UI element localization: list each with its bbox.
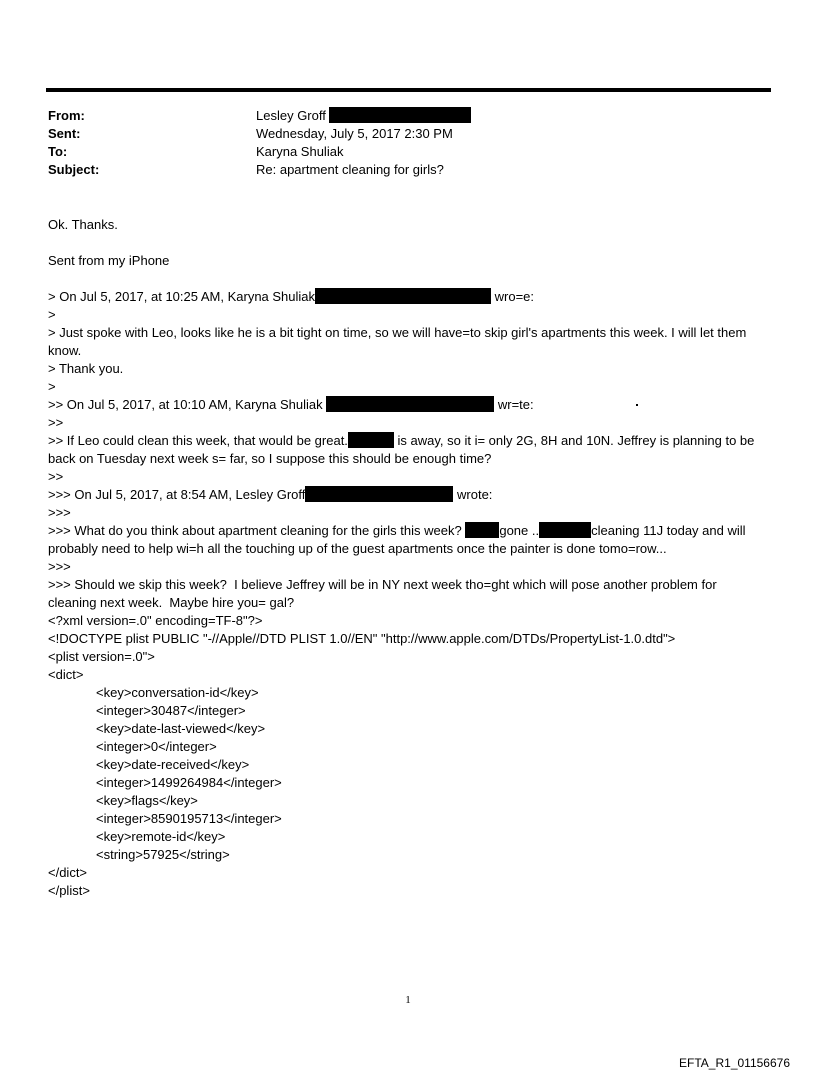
from-name: Lesley Groff — [256, 108, 326, 123]
quote-text: > On Jul 5, 2017, at 10:25 AM, Karyna Shuliak — [48, 289, 316, 304]
quote-line — [48, 288, 760, 306]
to-row — [48, 143, 768, 161]
email-header — [48, 107, 768, 179]
quote-text: wr=te: — [494, 397, 534, 412]
top-rule — [46, 88, 771, 92]
plist-open-tag: <plist version=.0"> — [48, 649, 155, 664]
plist-item: <key>date-received</key> — [96, 757, 250, 772]
quote-text: >> On Jul 5, 2017, at 10:10 AM, Karyna Shuliak — [48, 397, 323, 412]
quote-line: > Just spoke with Leo, looks like he is a bit tight on time, so we will have=to skip girl's apartments this week. I will let them know. — [48, 325, 750, 358]
plist-item: <key>remote-id</key> — [96, 829, 226, 844]
sent-value: Wednesday, July 5, 2017 2:30 PM — [256, 126, 453, 141]
body-line: Sent from my iPhone — [48, 253, 170, 268]
subject-row — [48, 161, 768, 179]
spacer — [48, 234, 760, 252]
to-label: To: — [48, 144, 68, 159]
page-number: 1 — [405, 994, 411, 1006]
dict-open-tag: <dict> — [48, 667, 84, 682]
from-value — [256, 107, 471, 125]
plist-item: <string>57925</string> — [96, 847, 230, 862]
quote-line: > Thank you. — [48, 361, 124, 376]
quote-text: >>> On Jul 5, 2017, at 8:54 AM, Lesley Groff — [48, 487, 306, 502]
sent-row — [48, 125, 768, 143]
redaction-block — [465, 522, 499, 538]
plist-xml-declaration: <?xml version=.0" encoding=TF-8"?> — [48, 613, 263, 628]
quote-line: >>> — [48, 559, 71, 574]
plist-item: <key>date-last-viewed</key> — [96, 721, 266, 736]
redaction-block — [305, 486, 453, 502]
redaction-block — [329, 107, 471, 123]
quote-line — [48, 522, 760, 558]
plist-item: <integer>0</integer> — [96, 739, 217, 754]
quote-text: >>> What do you think about apartment cleaning for the girls this week? — [48, 523, 462, 538]
quote-text: wro=e: — [491, 289, 535, 304]
quote-text: >> If Leo could clean this week, that would be great. — [48, 433, 348, 448]
dict-close-tag: </dict> — [48, 865, 88, 880]
subject-value: Re: apartment cleaning for girls? — [256, 162, 444, 177]
plist-item: <key>conversation-id</key> — [96, 685, 259, 700]
plist-doctype: <!DOCTYPE plist PUBLIC "-//Apple//DTD PLIST 1.0//EN" "http://www.apple.com/DTDs/PropertyList-1.0.dtd"> — [48, 631, 676, 646]
quote-line: >>> Should we skip this week? I believe Jeffrey will be in NY next week tho=ght which will pose another problem for cleaning next week. Maybe hire you= gal? — [48, 577, 721, 610]
email-body — [48, 216, 760, 900]
quote-line: > — [48, 307, 56, 322]
plist-item: <integer>1499264984</integer> — [96, 775, 282, 790]
plist-item: <integer>30487</integer> — [96, 703, 246, 718]
from-label: From: — [48, 108, 85, 123]
redaction-block — [539, 522, 591, 538]
quote-text: cleaning 11J today and will probably need to help wi=h all the touching up of the guest apartments once the painter is done tomo=row... — [48, 523, 750, 556]
quote-line — [48, 396, 760, 414]
quote-line — [48, 432, 760, 468]
quote-text: gone .. — [499, 523, 540, 538]
document-id: EFTA_R1_01156676 — [679, 1056, 790, 1070]
redaction-block — [326, 396, 494, 412]
from-row — [48, 107, 768, 125]
to-value: Karyna Shuliak — [256, 144, 344, 159]
spacer — [48, 270, 760, 288]
redaction-block — [315, 288, 491, 304]
quote-line — [48, 486, 760, 504]
quote-line: >>> — [48, 505, 71, 520]
quote-line: > — [48, 379, 56, 394]
subject-label: Subject: — [48, 162, 100, 177]
quote-line: >> — [48, 415, 64, 430]
plist-close-tag: </plist> — [48, 883, 90, 898]
quote-line: >> — [48, 469, 64, 484]
plist-item: <integer>8590195713</integer> — [96, 811, 282, 826]
plist-item: <key>flags</key> — [96, 793, 198, 808]
body-line: Ok. Thanks. — [48, 217, 118, 232]
stray-mark — [636, 404, 638, 406]
sent-label: Sent: — [48, 126, 81, 141]
quote-text: wrote: — [453, 487, 493, 502]
redaction-block — [348, 432, 394, 448]
quote-text: is away, so it i= only 2G, 8H and 10N. Jeffrey is planning to be back on Tuesday next week s= far, so I suppose this should be enough time? — [48, 433, 759, 466]
